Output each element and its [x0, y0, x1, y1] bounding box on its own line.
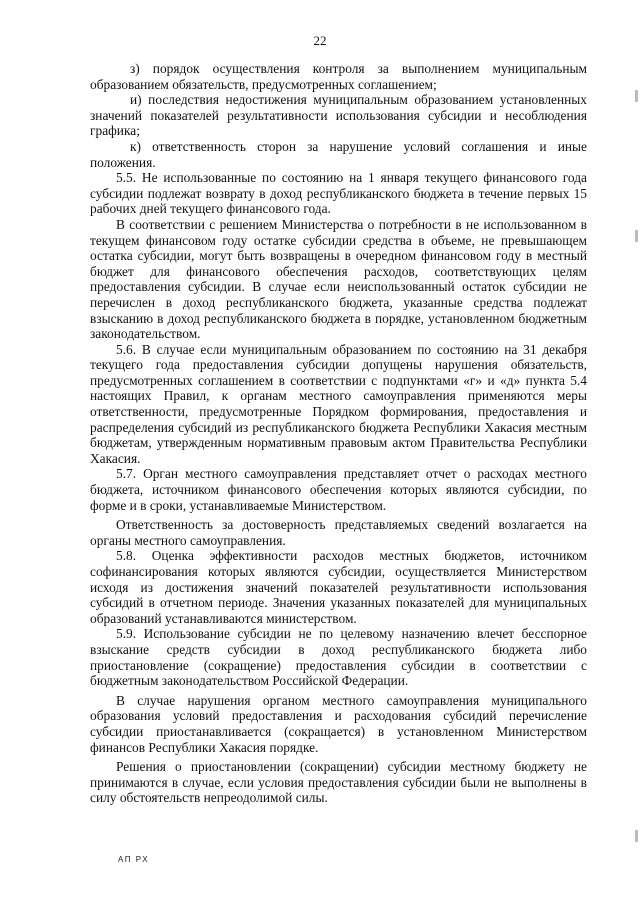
footer-mark: АП РХ [118, 855, 150, 864]
scan-edge-mark [635, 90, 638, 102]
subitem-k: к) ответственность сторон за нарушение условий соглашения и иные положения. [90, 138, 587, 170]
paragraph-5-8: 5.8. Оценка эффективности расходов местных бюджетов, источником софинансирования которых являются субсидии, осуществляется Министерством исходя из достижения значений показателей результативности использования субсидий в отчетном периоде. Значения указанных показателей для муниципальных образований устанавливаются министерством. [90, 548, 587, 626]
scan-edge-mark [635, 830, 638, 842]
subitem-i: и) последствия недостижения муниципальным образованием установленных значений показателей результативности использования субсидии и несоблюдения графика; [90, 92, 587, 139]
scan-edge-mark [635, 230, 638, 242]
paragraph-5-9: 5.9. Использование субсидии не по целевому назначению влечет бесспорное взыскание средств субсидии в доход республиканского бюджета либо приостановление (сокращение) предоставления субсидии в соответствии с бюджетным законодательством Российской Федерации. [90, 626, 587, 689]
paragraph-5-5-continued: В соответствии с решением Министерства о потребности в не использованном в текущем финансовом году остатке субсидии средства в объеме, не превышающем остатка субсидии, могут быть возвращены в очередном финансовом году в местный бюджет для финансового обеспечения расходов, соответствующих целям предоставления субсидии. В случае если неиспользованный остаток субсидии не перечислен в доход республиканского бюджета, указанные средства подлежат взысканию в доход республиканского бюджета в порядке, установленном бюджетным законодательством. [90, 216, 587, 342]
paragraph-5-7-responsibility: Ответственность за достоверность представляемых сведений возлагается на органы местного самоуправления. [90, 517, 587, 548]
paragraph-5-9-violation: В случае нарушения органом местного самоуправления муниципального образования условий предоставления и расходования субсидий перечисление субсидии приостанавливается (сокращается) в установленном Министерством финансов Республики Хакасия порядке. [90, 692, 587, 755]
subitem-z: з) порядок осуществления контроля за выполнением муниципальным образованием обязательств, предусмотренных соглашением; [90, 61, 587, 92]
paragraph-5-9-decisions: Решения о приостановлении (сокращении) субсидии местному бюджету не принимаются в случае, если условия предоставления субсидии были не выполнены в силу обстоятельств непреодолимой силы. [90, 759, 587, 806]
page-number: 22 [313, 33, 327, 48]
paragraph-5-5: 5.5. Не использованные по состоянию на 1 января текущего финансового года субсидии подлежат возврату в доход республиканского бюджета в течение первых 15 рабочих дней текущего финансового года. [90, 170, 587, 217]
paragraph-5-7: 5.7. Орган местного самоуправления представляет отчет о расходах местного бюджета, источником финансового обеспечения которых являются субсидии, по форме и в сроки, устанавливаемые Министерством. [90, 466, 587, 513]
paragraph-5-6: 5.6. В случае если муниципальным образованием по состоянию на 31 декабря текущего года предоставления субсидии допущены нарушения обязательств, предусмотренных соглашением в соответствии с подпунктами «г» и «д» пункта 5.4 настоящих Правил, к органам местного самоуправления применяются меры ответственности, предусмотренные Порядком формирования, предоставления и распределения субсидий из республиканского бюджета Республики Хакасия местным бюджетам, утвержденным нормативным правовым актом Правительства Республики Хакасия. [90, 341, 587, 466]
document-body [90, 61, 587, 806]
